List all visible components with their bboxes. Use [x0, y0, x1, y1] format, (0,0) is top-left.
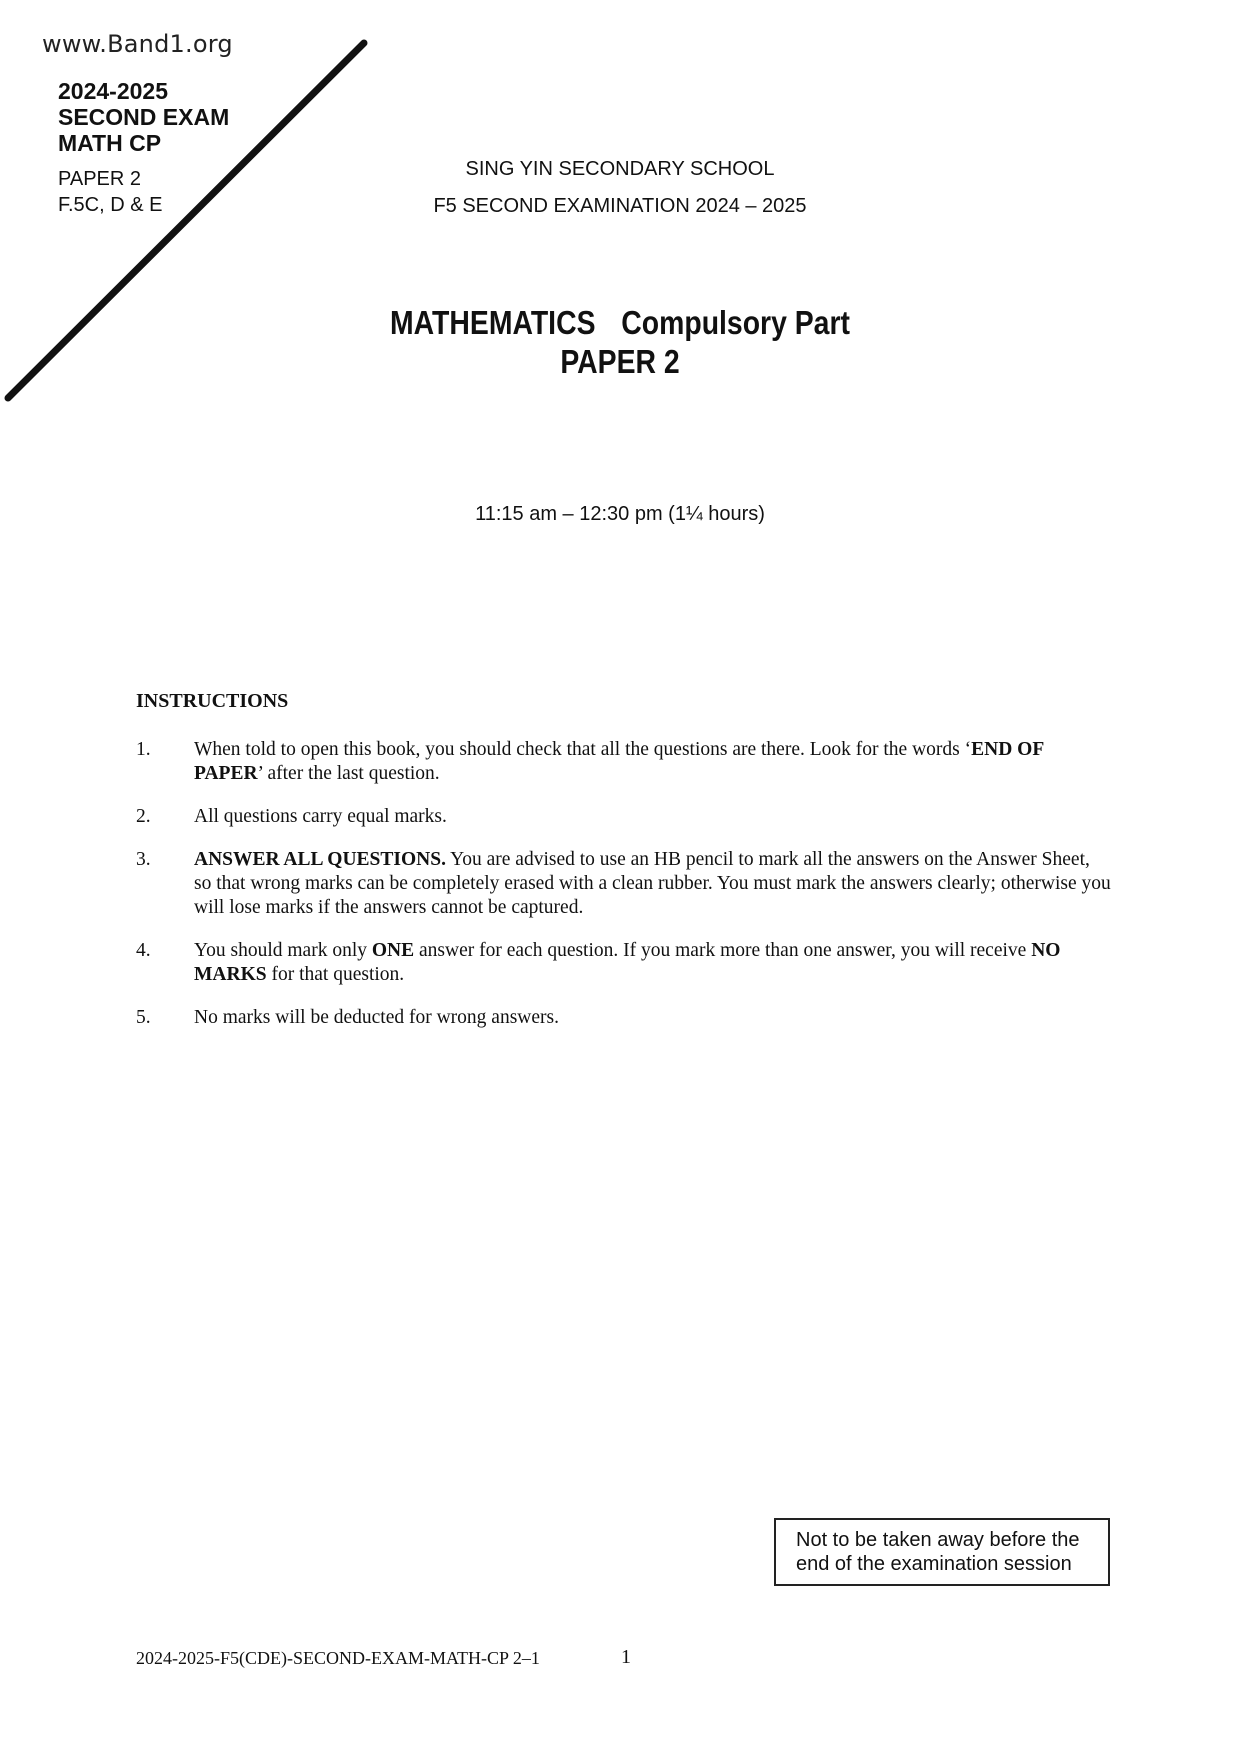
corner-year: 2024-2025 — [58, 78, 168, 104]
exam-duration: 11:15 am – 12:30 pm (1¼ hours) — [475, 503, 765, 525]
instructions-heading: INSTRUCTIONS — [136, 690, 289, 712]
page-number: 1 — [621, 1646, 631, 1668]
website-watermark: www.Band1.org — [42, 30, 233, 58]
instruction-number: 4. — [136, 940, 151, 961]
instruction-text: When told to open this book, you should check that all the questions are there. Look for the words ‘END OF PAPER’ after the last question. — [194, 739, 1044, 784]
title-part: Compulsory Part — [621, 304, 850, 341]
instruction-text: No marks will be deducted for wrong answers. — [194, 1007, 559, 1028]
instruction-text: All questions carry equal marks. — [194, 806, 447, 827]
instruction-item — [136, 738, 1112, 786]
instruction-number: 2. — [136, 806, 151, 827]
title-subject: MATHEMATICS — [390, 304, 596, 341]
instruction-text: ANSWER ALL QUESTIONS. You are advised to use an HB pencil to mark all the answers on the Answer Sheet, so that wrong marks can be completely erased with a clean rubber. You must mark the answers clearly; otherwise you will lose marks if the answers cannot be captured. — [194, 849, 1111, 918]
instruction-number: 3. — [136, 849, 151, 870]
instruction-number: 5. — [136, 1007, 151, 1028]
notice-line: end of the examination session — [796, 1553, 1072, 1575]
notice-line: Not to be taken away before the — [796, 1529, 1080, 1551]
instruction-item — [136, 848, 1112, 920]
corner-exam-name: SECOND EXAM — [58, 104, 230, 130]
instruction-text: You should mark only ONE answer for each question. If you mark more than one answer, you will receive NO MARKS for that question. — [194, 940, 1061, 985]
school-name: SING YIN SECONDARY SCHOOL — [465, 158, 775, 180]
title-paper: PAPER 2 — [560, 343, 680, 380]
exam-name: F5 SECOND EXAMINATION 2024 – 2025 — [433, 195, 807, 217]
instruction-number: 1. — [136, 739, 151, 760]
footer-code: 2024-2025-F5(CDE)-SECOND-EXAM-MATH-CP 2–1 — [136, 1648, 540, 1668]
instruction-item — [136, 805, 1112, 829]
instruction-item — [136, 939, 1112, 987]
take-away-notice-box — [774, 1518, 1110, 1586]
corner-paper: PAPER 2 — [58, 168, 141, 190]
corner-subject: MATH CP — [58, 130, 162, 156]
title-subject-line — [87, 304, 1153, 342]
instruction-item — [136, 1006, 1112, 1030]
instructions-list — [136, 738, 1112, 1049]
corner-classes: F.5C, D & E — [58, 194, 163, 216]
